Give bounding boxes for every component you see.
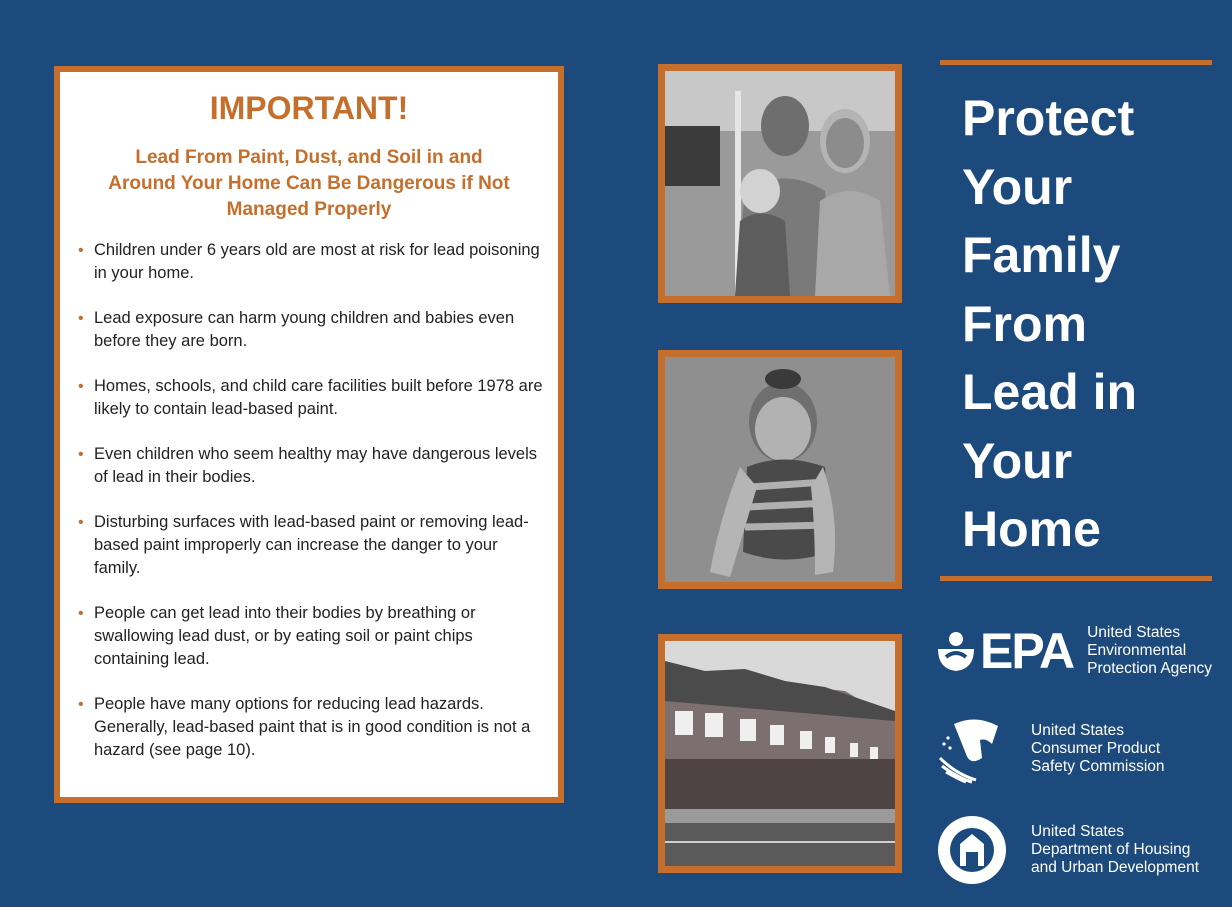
cpsc-name-line: Consumer Product (1031, 740, 1161, 757)
bullet-dot-icon: • (78, 605, 84, 622)
epa-logo-block (936, 624, 1212, 678)
hud-name-line: and Urban Development (1031, 859, 1200, 876)
risk-bullet-list (78, 239, 544, 762)
epa-mark: EPA (980, 623, 1074, 679)
row-houses-photo (658, 634, 902, 873)
headline-line: Protect (962, 90, 1135, 146)
epa-flower-icon (936, 629, 976, 673)
bullet-item (78, 375, 544, 421)
bullet-dot-icon: • (78, 242, 84, 259)
cpsc-logo-block (936, 714, 1165, 784)
headline-top-rule (940, 60, 1212, 65)
notice-subtitle: Lead From Paint, Dust, and Soil in and Around Your Home Can Be Dangerous if Not Managed Properly (108, 147, 510, 220)
cpsc-name-line: Safety Commission (1031, 758, 1165, 775)
baby-photo (658, 350, 902, 589)
headline-line: Your (962, 432, 1073, 489)
cpsc-name (1031, 722, 1165, 776)
bullet-text: Children under 6 years old are most at risk for lead poisoning in your home. (94, 241, 540, 282)
bullet-item (78, 307, 544, 353)
headline-line: Family (962, 227, 1121, 283)
bullet-dot-icon: • (78, 378, 84, 395)
bullet-item (78, 443, 544, 489)
hud-logo-block (936, 812, 1199, 888)
bullet-dot-icon: • (78, 310, 84, 327)
headline-line: Your (962, 158, 1073, 215)
family-photo (658, 64, 902, 303)
bullet-text: Even children who seem healthy may have dangerous levels of lead in their bodies. (94, 445, 538, 486)
hud-name-line: United States (1031, 823, 1125, 840)
epa-name-line: United States (1087, 624, 1181, 641)
hud-seal-icon (936, 812, 1008, 888)
important-notice-box (54, 66, 564, 803)
bullet-text: People can get lead into their bodies by breathing or swallowing lead dust, or by eating soil or paint chips containing lead. (94, 604, 476, 668)
bullet-text: Homes, schools, and child care facilities built before 1978 are likely to contain lead-based paint. (94, 377, 543, 418)
bullet-text: People have many options for reducing lead hazards. Generally, lead-based paint that is in good condition is not a hazard (see page 10). (94, 695, 531, 759)
headline (962, 84, 1212, 564)
headline-line: From (962, 295, 1087, 352)
epa-name-line: Protection Agency (1087, 660, 1213, 677)
hud-name (1031, 823, 1199, 877)
cpsc-eagle-icon (936, 714, 1006, 784)
headline-bottom-rule (940, 576, 1212, 581)
bullet-item (78, 602, 544, 671)
epa-name-line: Environmental (1087, 642, 1187, 659)
bullet-item (78, 511, 544, 580)
hud-name-line: Department of Housing (1031, 841, 1191, 858)
notice-title: IMPORTANT! (209, 90, 409, 126)
bullet-item (78, 239, 544, 285)
headline-line: Home (962, 501, 1101, 557)
cpsc-name-line: United States (1031, 722, 1125, 739)
epa-name (1087, 624, 1212, 678)
bullet-dot-icon: • (78, 696, 84, 713)
bullet-text: Disturbing surfaces with lead-based paint or removing lead-based paint improperly can increase the danger to your family. (94, 513, 529, 577)
bullet-text: Lead exposure can harm young children and babies even before they are born. (94, 309, 515, 350)
bullet-dot-icon: • (78, 514, 84, 531)
headline-line: Lead in (962, 364, 1138, 420)
bullet-item (78, 693, 544, 762)
bullet-dot-icon: • (78, 446, 84, 463)
